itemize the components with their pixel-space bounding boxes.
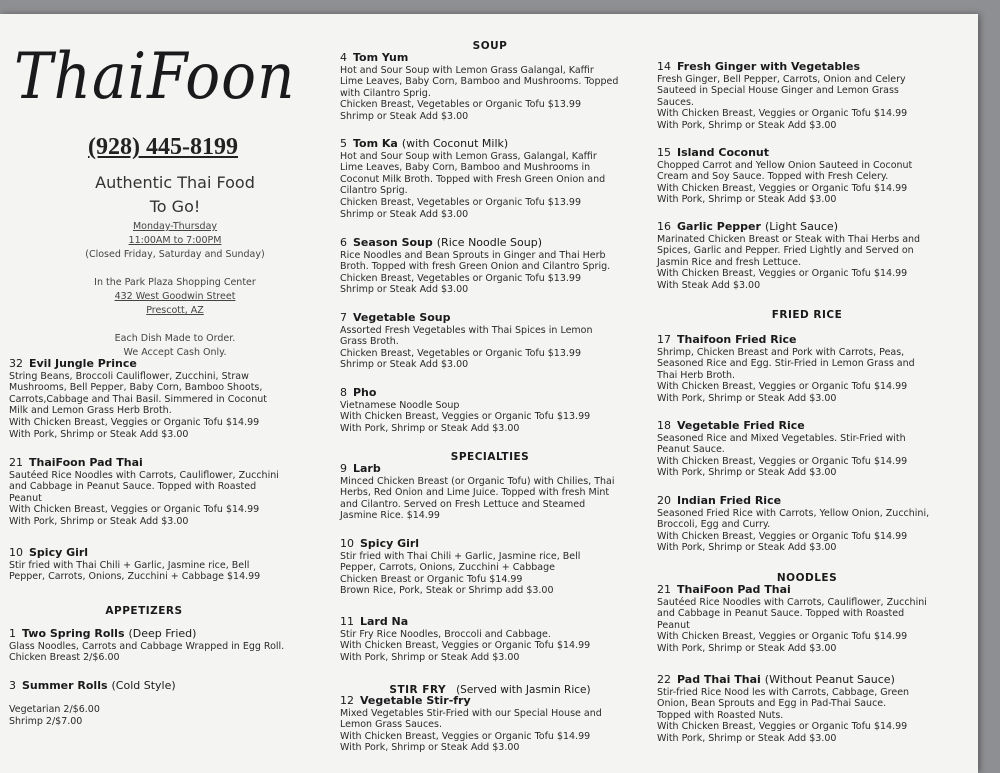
menu-item-tom-yum [340, 52, 640, 123]
hours-time: 11:00AM to 7:00PM [128, 235, 222, 246]
menu-item-line: Rice Noodles and Bean Sprouts in Ginger and Thai Herb [340, 249, 606, 261]
menu-item-line: With Pork, Shrimp or Steak Add $3.00 [657, 119, 837, 131]
menu-item-line: Vietnamese Noodle Soup [340, 399, 460, 411]
menu-item-number: 21 [9, 456, 23, 469]
menu-item-thaifoon-fried-rice [657, 334, 957, 405]
menu-item-summer-rolls [9, 680, 334, 727]
menu-item-line: Peanut Sauce. [657, 444, 725, 456]
menu-item-line: With Pork, Shrimp or Steak Add $3.00 [340, 422, 520, 434]
menu-item-line: Marinated Chicken Breast or Steak with Thai Herbs and [657, 233, 921, 245]
menu-item-line: Pepper, Carrots, Onions, Zucchini + Cabbage [340, 562, 555, 574]
menu-item-title [340, 538, 640, 550]
menu-item-line: Brown Rice, Pork, Steak or Shrimp add $3.00 [340, 585, 554, 597]
menu-item-line: Vegetarian 2/$6.00 [9, 704, 100, 716]
section-heading-appetizers [9, 605, 279, 617]
menu-item-number: 12 [340, 694, 354, 707]
menu-item-title [9, 628, 334, 640]
menu-item-number: 8 [340, 386, 347, 399]
menu-item-line: With Chicken Breast, Veggies or Organic Tofu $14.99 [657, 381, 908, 393]
menu-item-line: Chicken Breast, Vegetables or Organic Tofu $13.99 [340, 272, 582, 284]
menu-item-number: 10 [9, 546, 23, 559]
menu-item-line: Fresh Ginger, Bell Pepper, Carrots, Onion and Celery [657, 73, 906, 85]
menu-item-garlic-pepper [657, 221, 957, 292]
section-heading-note: (Served with Jasmin Rice) [456, 684, 591, 696]
menu-item-line: and Cabbage in Peanut Sauce. Topped with Roasted [9, 481, 257, 493]
menu-item-line: Onion, Bean Sprouts and Egg in Pad-Thai Sauce. [657, 698, 887, 710]
location-address: 432 West Goodwin Street [114, 291, 236, 302]
menu-item-line: Seasoned Rice and Mixed Vegetables. Stir-Fried with [657, 432, 906, 444]
menu-item-line: With Steak Add $3.00 [657, 279, 761, 291]
menu-item-number: 16 [657, 220, 671, 233]
menu-item-number: 5 [340, 137, 347, 150]
menu-item-name: ThaiFoon Pad Thai [677, 583, 791, 596]
menu-item-line: Chopped Carrot and Yellow Onion Sauteed in Coconut [657, 159, 913, 171]
tagline [60, 171, 290, 219]
section-heading-text: NOODLES [776, 572, 838, 584]
menu-item-name: Tom Yum [353, 51, 409, 64]
phone-number[interactable]: (928) 445-8199 [88, 134, 238, 160]
menu-item-line: Lemon Grass Sauces. [340, 719, 442, 731]
menu-item-line: Seasoned Fried Rice with Carrots, Yellow Onion, Zucchini, [657, 507, 930, 519]
order-note [60, 332, 290, 360]
section-heading-text: APPETIZERS [105, 605, 183, 617]
menu-item-name: Lard Na [360, 615, 409, 628]
menu-item-line: Milk and Lemon Grass Herb Broth. [9, 405, 172, 417]
location-center: In the Park Plaza Shopping Center [94, 277, 256, 288]
menu-item-vegetable-stir-fry [340, 695, 640, 754]
menu-item-note: (Deep Fried) [128, 627, 197, 640]
note-line-1: Each Dish Made to Order. [114, 333, 236, 344]
menu-item-title [657, 584, 957, 596]
menu-item-title [657, 147, 957, 159]
location [60, 276, 290, 318]
menu-item-number: 17 [657, 333, 671, 346]
menu-item-line: Stir fried with Thai Chili + Garlic, Jasmine rice, Bell [340, 550, 581, 562]
menu-item-line: Stir Fry Rice Noodles, Broccoli and Cabbage. [340, 628, 551, 640]
menu-item-number: 14 [657, 60, 671, 73]
menu-item-name: Spicy Girl [29, 546, 89, 559]
menu-item-lard-na [340, 616, 640, 663]
menu-item-note: (Rice Noodle Soup) [436, 236, 543, 249]
menu-item-note: (Light Sauce) [764, 220, 838, 233]
menu-item-line: With Chicken Breast, Veggies or Organic Tofu $14.99 [657, 530, 908, 542]
menu-item-line: Pepper, Carrots, Onions, Zucchini + Cabbage $14.99 [9, 571, 261, 583]
menu-item-line: With Chicken Breast, Veggies or Organic Tofu $14.99 [9, 504, 260, 516]
menu-item-name: Island Coconut [677, 146, 769, 159]
hours-closed: (Closed Friday, Saturday and Sunday) [85, 249, 265, 260]
menu-item-vegetable-soup [340, 312, 640, 371]
menu-item-line: Chicken Breast, Vegetables or Organic Tofu $13.99 [340, 347, 582, 359]
menu-item-line: Mixed Vegetables Stir-Fried with our Special House and [340, 707, 602, 719]
menu-item-number: 1 [9, 627, 16, 640]
menu-item-title [340, 312, 640, 324]
menu-item-line: Sautéed Rice Noodles with Carrots, Cauliflower, Zucchini [9, 469, 279, 481]
menu-item-line: With Chicken Breast, Veggies or Organic Tofu $14.99 [657, 455, 908, 467]
menu-item-line: Sauteed in Special House Ginger and Lemon Grass [657, 85, 899, 97]
menu-item-name: Indian Fried Rice [677, 494, 782, 507]
menu-item-name: Vegetable Stir-fry [360, 694, 471, 707]
menu-item-line: Sautéed Rice Noodles with Carrots, Cauliflower, Zucchini [657, 596, 927, 608]
menu-item-line: Peanut [9, 492, 42, 504]
menu-item-right-pad-thai [657, 584, 957, 655]
menu-item-line: Chicken Breast or Organic Tofu $14.99 [340, 573, 523, 585]
menu-item-name: Tom Ka [353, 137, 398, 150]
menu-item-title [657, 61, 957, 73]
menu-item-line: With Chicken Breast, Veggies or Organic Tofu $14.99 [657, 268, 908, 280]
menu-item-title [340, 695, 640, 707]
menu-item-number: 32 [9, 357, 23, 370]
menu-item-line: With Chicken Breast, Veggies or Organic Tofu $14.99 [657, 631, 908, 643]
menu-item-line: Hot and Sour Soup with Lemon Grass Galangal, Kaffir [340, 64, 594, 76]
menu-item-line: Carrots,Cabbage and Thai Basil. Simmered in Coconut [9, 393, 267, 405]
section-heading-fried-rice [657, 309, 957, 321]
menu-item-title [657, 420, 957, 432]
menu-item-line: Hot and Sour Soup with Lemon Grass, Galangal, Kaffir [340, 150, 597, 162]
menu-item-number: 9 [340, 462, 347, 475]
menu-item-line: Minced Chicken Breast (or Organic Tofu) with Chilies, Thai [340, 475, 615, 487]
menu-item-line: Jasmine Rice. $14.99 [340, 510, 440, 522]
menu-item-line: Lime Leaves, Baby Corn, Bamboo and Mushrooms in [340, 162, 591, 174]
menu-item-line: Shrimp or Steak Add $3.00 [340, 359, 469, 371]
menu-item-island-coconut [657, 147, 957, 206]
menu-item-line: With Pork, Shrimp or Steak Add $3.00 [9, 515, 189, 527]
menu-item-line: Grass Broth. [340, 336, 399, 348]
menu-item-line: Spices, Garlic and Pepper. Fried Lightly and Served on [657, 245, 914, 257]
menu-item-left-spicy-girl [9, 547, 334, 583]
menu-item-line: Jasmin Rice and fresh Lettuce. [657, 256, 802, 268]
menu-item-line: Herbs, Red Onion and Lime Juice. Topped with fresh Mint [340, 487, 610, 499]
business-hours [60, 220, 290, 262]
menu-item-number: 7 [340, 311, 347, 324]
menu-item-number: 21 [657, 583, 671, 596]
menu-item-line: With Chicken Breast, Veggies or Organic Tofu $14.99 [657, 182, 908, 194]
menu-item-number: 18 [657, 419, 671, 432]
menu-item-name: Evil Jungle Prince [29, 357, 137, 370]
menu-item-title [657, 221, 957, 233]
menu-item-line: With Pork, Shrimp or Steak Add $3.00 [657, 732, 837, 744]
menu-item-line: Shrimp or Steak Add $3.00 [340, 284, 469, 296]
restaurant-logo: ThaiFoon [14, 38, 296, 114]
menu-item-line: Assorted Fresh Vegetables with Thai Spices in Lemon [340, 324, 593, 336]
menu-item-number: 22 [657, 673, 671, 686]
menu-item-note: (with Coconut Milk) [401, 137, 509, 150]
menu-item-line: With Chicken Breast, Veggies or Organic Tofu $14.99 [657, 721, 908, 733]
menu-item-vegetable-fried-rice [657, 420, 957, 479]
menu-item-line: With Pork, Shrimp or Steak Add $3.00 [340, 651, 520, 663]
menu-item-line: With Pork, Shrimp or Steak Add $3.00 [657, 392, 837, 404]
menu-item-line: Thai Herb Broth. [657, 369, 736, 381]
menu-item-line: Coconut Milk Broth. Topped with Fresh Green Onion and [340, 173, 606, 185]
menu-item-line: Cilantro Sprig. [340, 185, 408, 197]
menu-item-title [9, 547, 334, 559]
location-city: Prescott, AZ [146, 305, 204, 316]
menu-item-title [9, 680, 334, 692]
note-line-2: We Accept Cash Only. [123, 347, 227, 358]
menu-item-line: With Pork, Shrimp or Steak Add $3.00 [657, 542, 837, 554]
menu-item-number: 20 [657, 494, 671, 507]
menu-item-line: and Cabbage in Peanut Sauce. Topped with Roasted [657, 608, 905, 620]
menu-item-title [9, 358, 334, 370]
menu-item-number: 4 [340, 51, 347, 64]
menu-item-number: 6 [340, 236, 347, 249]
menu-item-name: Larb [353, 462, 381, 475]
menu-item-name: Thaifoon Fried Rice [677, 333, 797, 346]
menu-item-line: Stir-fried Rice Nood les with Carrots, Cabbage, Green [657, 686, 910, 698]
menu-item-number: 10 [340, 537, 354, 550]
menu-item-line: Sauces. [657, 96, 694, 108]
menu-item-mid-spicy-girl [340, 538, 640, 597]
menu-item-line: Shrimp or Steak Add $3.00 [340, 208, 469, 220]
section-heading-text: SOUP [472, 40, 508, 52]
menu-item-title [340, 616, 640, 628]
menu-item-name: Two Spring Rolls [22, 627, 125, 640]
menu-item-name: Summer Rolls [22, 679, 108, 692]
menu-item-title [657, 334, 957, 346]
menu-item-line: String Beans, Broccoli Cauliflower, Zucchini, Straw [9, 370, 249, 382]
menu-item-line: With Chicken Breast, Veggies or Organic Tofu $14.99 [657, 108, 908, 120]
menu-item-line: Cream and Soy Sauce. Topped with Fresh Celery. [657, 171, 889, 183]
menu-item-line: Topped with Roasted Nuts. [657, 709, 784, 721]
menu-item-line: Chicken Breast 2/$6.00 [9, 652, 120, 664]
menu-item-line: Broccoli, Egg and Curry. [657, 519, 771, 531]
menu-item-line: Lime Leaves, Baby Corn, Bamboo and Mushrooms. Topped [340, 76, 619, 88]
menu-item-left-pad-thai [9, 457, 334, 528]
menu-page [0, 14, 978, 773]
hours-days: Monday-Thursday [132, 221, 218, 232]
menu-item-note: (Without Peanut Sauce) [764, 673, 895, 686]
menu-item-line: With Pork, Shrimp or Steak Add $3.00 [340, 742, 520, 754]
section-heading-text: SPECIALTIES [450, 451, 530, 463]
menu-item-line: With Pork, Shrimp or Steak Add $3.00 [657, 642, 837, 654]
menu-item-title [340, 52, 640, 64]
menu-item-number: 11 [340, 615, 354, 628]
menu-item-line: Shrimp 2/$7.00 [9, 715, 83, 727]
menu-item-line: With Pork, Shrimp or Steak Add $3.00 [657, 467, 837, 479]
menu-item-name: Garlic Pepper [677, 220, 761, 233]
menu-item-line: Shrimp or Steak Add $3.00 [340, 110, 469, 122]
menu-item-line: Stir fried with Thai Chili + Garlic, Jasmine rice, Bell [9, 559, 250, 571]
menu-item-name: Fresh Ginger with Vegetables [677, 60, 861, 73]
menu-item-name: Vegetable Fried Rice [677, 419, 805, 432]
section-heading-text: STIR FRY [389, 684, 447, 696]
menu-item-name: Season Soup [353, 236, 433, 249]
menu-item-line: Glass Noodles, Carrots and Cabbage Wrapped in Egg Roll. [9, 640, 285, 652]
menu-item-title [657, 495, 957, 507]
menu-item-line: Broth. Topped with fresh Green Onion and Cilantro Sprig. [340, 261, 611, 273]
menu-item-pho [340, 387, 640, 434]
section-heading-text: FRIED RICE [771, 309, 843, 321]
menu-item-line: With Pork, Shrimp or Steak Add $3.00 [9, 428, 189, 440]
menu-item-spring-rolls [9, 628, 334, 664]
tagline-line-1: Authentic Thai Food [95, 173, 255, 192]
menu-item-pad-thai-thai [657, 674, 957, 745]
menu-item-title [9, 457, 334, 469]
menu-item-fresh-ginger [657, 61, 957, 132]
menu-item-title [340, 463, 640, 475]
menu-item-note: (Cold Style) [111, 679, 176, 692]
menu-item-line: with Cilantro Sprig. [340, 87, 431, 99]
menu-item-title [657, 674, 957, 686]
menu-item-line: With Chicken Breast, Veggies or Organic Tofu $14.99 [9, 416, 260, 428]
menu-item-title [340, 237, 640, 249]
menu-item-season-soup [340, 237, 640, 296]
menu-item-tom-ka [340, 138, 640, 220]
menu-item-title [340, 138, 640, 150]
menu-item-larb [340, 463, 640, 522]
menu-item-line: Peanut [657, 619, 690, 631]
menu-item-name: Pho [353, 386, 377, 399]
menu-item-line: With Chicken Breast, Veggies or Organic Tofu $13.99 [340, 411, 591, 423]
menu-item-line: and Cilantro. Served on Fresh Lettuce and Steamed [340, 498, 586, 510]
menu-item-name: Pad Thai Thai [677, 673, 761, 686]
menu-item-line: Seasoned Rice and Egg. Stir-Fried in Lemon Grass and [657, 358, 915, 370]
menu-item-name: ThaiFoon Pad Thai [29, 456, 143, 469]
menu-item-number: 3 [9, 679, 16, 692]
menu-item-indian-fried-rice [657, 495, 957, 554]
menu-item-line: Chicken Breast, Vegetables or Organic Tofu $13.99 [340, 99, 582, 111]
menu-item-title [340, 387, 640, 399]
menu-item-name: Vegetable Soup [353, 311, 451, 324]
menu-item-line: With Pork, Shrimp or Steak Add $3.00 [657, 194, 837, 206]
tagline-line-2: To Go! [149, 197, 201, 216]
menu-item-line: With Chicken Breast, Veggies or Organic Tofu $14.99 [340, 640, 591, 652]
menu-item-number: 15 [657, 146, 671, 159]
menu-item-name: Spicy Girl [360, 537, 420, 550]
section-heading-specialties [340, 451, 640, 463]
menu-item-line: Shrimp, Chicken Breast and Pork with Carrots, Peas, [657, 346, 905, 358]
menu-item-evil-jungle-prince [9, 358, 334, 440]
menu-item-line: Mushrooms, Bell Pepper, Baby Corn, Bamboo Shoots, [9, 382, 263, 394]
menu-item-line: Chicken Breast, Vegetables or Organic Tofu $13.99 [340, 196, 582, 208]
menu-item-line: With Chicken Breast, Veggies or Organic Tofu $14.99 [340, 730, 591, 742]
menu-item-line [9, 693, 334, 705]
